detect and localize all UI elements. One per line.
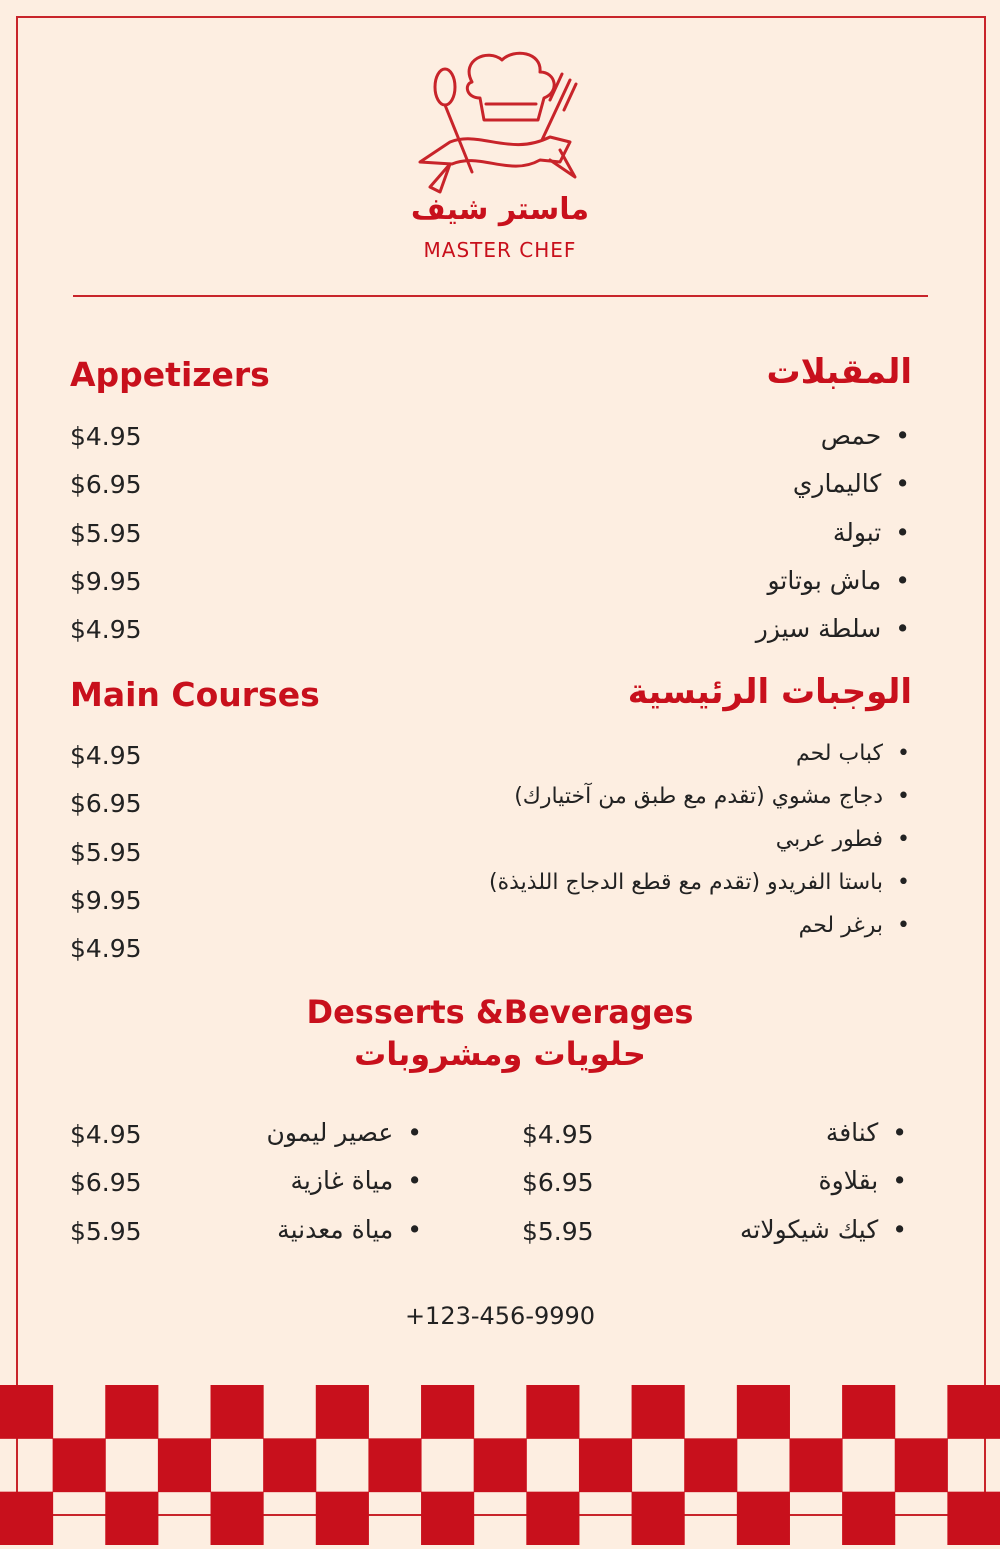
brand-name-english: MASTER CHEF [423,238,577,262]
menu-item: • باستا الفريدو (تقدم مع قطع الدجاج اللذيذة) [489,870,910,895]
menu-item: • حمص [821,421,910,450]
checker-square [211,1492,264,1545]
item-price: $9.95 [70,886,142,915]
item-price: $5.95 [70,519,142,548]
checker-square [632,1385,685,1439]
menu-item: • بقلاوة [819,1166,907,1195]
item-price: $4.95 [70,934,142,963]
checkered-border [0,1385,1000,1545]
item-price: $4.95 [70,741,142,770]
menu-item: • كنافة [826,1118,907,1147]
checker-square [947,1385,1000,1439]
brand-name-arabic: ماستر شيف [410,192,590,227]
main-courses-title-ar: الوجبات الرئيسية [627,672,912,712]
menu-item: • تبولة [833,518,910,547]
menu-item: • مياة معدنية [277,1215,422,1244]
checker-square [684,1438,737,1492]
checker-square [474,1438,527,1492]
menu-item: • كباب لحم [796,741,910,766]
item-price: $6.95 [522,1168,594,1197]
menu-item: • كاليماري [793,469,910,498]
checker-square [842,1492,895,1545]
menu-item: • مياة غازية [291,1166,422,1195]
divider [73,295,928,297]
main-courses-title-en: Main Courses [70,675,320,714]
menu-item: • دجاج مشوي (تقدم مع طبق من آختيارك) [514,784,910,809]
item-price: $4.95 [70,422,142,451]
checker-square [526,1385,579,1439]
item-price: $4.95 [70,1120,142,1149]
item-price: $9.95 [70,567,142,596]
checker-square [579,1438,632,1492]
menu-item: • كيك شيكولاته [740,1215,907,1244]
checker-square [737,1492,790,1545]
checker-square [368,1438,421,1492]
menu-item: • فطور عربي [776,827,910,852]
chef-hat-logo-icon [410,42,590,202]
checker-square [316,1385,369,1439]
desserts-title-ar: حلويات ومشروبات [354,1035,646,1073]
appetizers-title-ar: المقبلات [766,352,912,392]
checker-square [632,1492,685,1545]
checker-square [895,1438,948,1492]
checker-square [316,1492,369,1545]
menu-item: • سلطة سيزر [756,614,910,643]
checker-square [211,1385,264,1439]
item-price: $5.95 [70,1217,142,1246]
appetizers-title-en: Appetizers [70,355,270,394]
checker-square [789,1438,842,1492]
checker-square [263,1438,316,1492]
checker-square [842,1385,895,1439]
checker-square [526,1492,579,1545]
phone-number: +123-456-9990 [404,1302,596,1330]
item-price: $6.95 [70,789,142,818]
checker-square [0,1492,53,1545]
item-price: $6.95 [70,470,142,499]
checker-square [158,1438,211,1492]
item-price: $6.95 [70,1168,142,1197]
checker-square [53,1438,106,1492]
item-price: $4.95 [70,615,142,644]
item-price: $5.95 [70,838,142,867]
checker-square [421,1385,474,1439]
menu-item: • ماش بوتاتو [767,566,910,595]
item-price: $5.95 [522,1217,594,1246]
checker-square [737,1385,790,1439]
menu-item: • عصير ليمون [266,1118,422,1147]
checker-square [0,1385,53,1439]
menu-item: • برغر لحم [799,913,910,938]
checker-square [421,1492,474,1545]
checker-square [947,1492,1000,1545]
desserts-title-en: Desserts &Beverages [306,993,694,1031]
checker-square [105,1385,158,1439]
checker-square [105,1492,158,1545]
item-price: $4.95 [522,1120,594,1149]
